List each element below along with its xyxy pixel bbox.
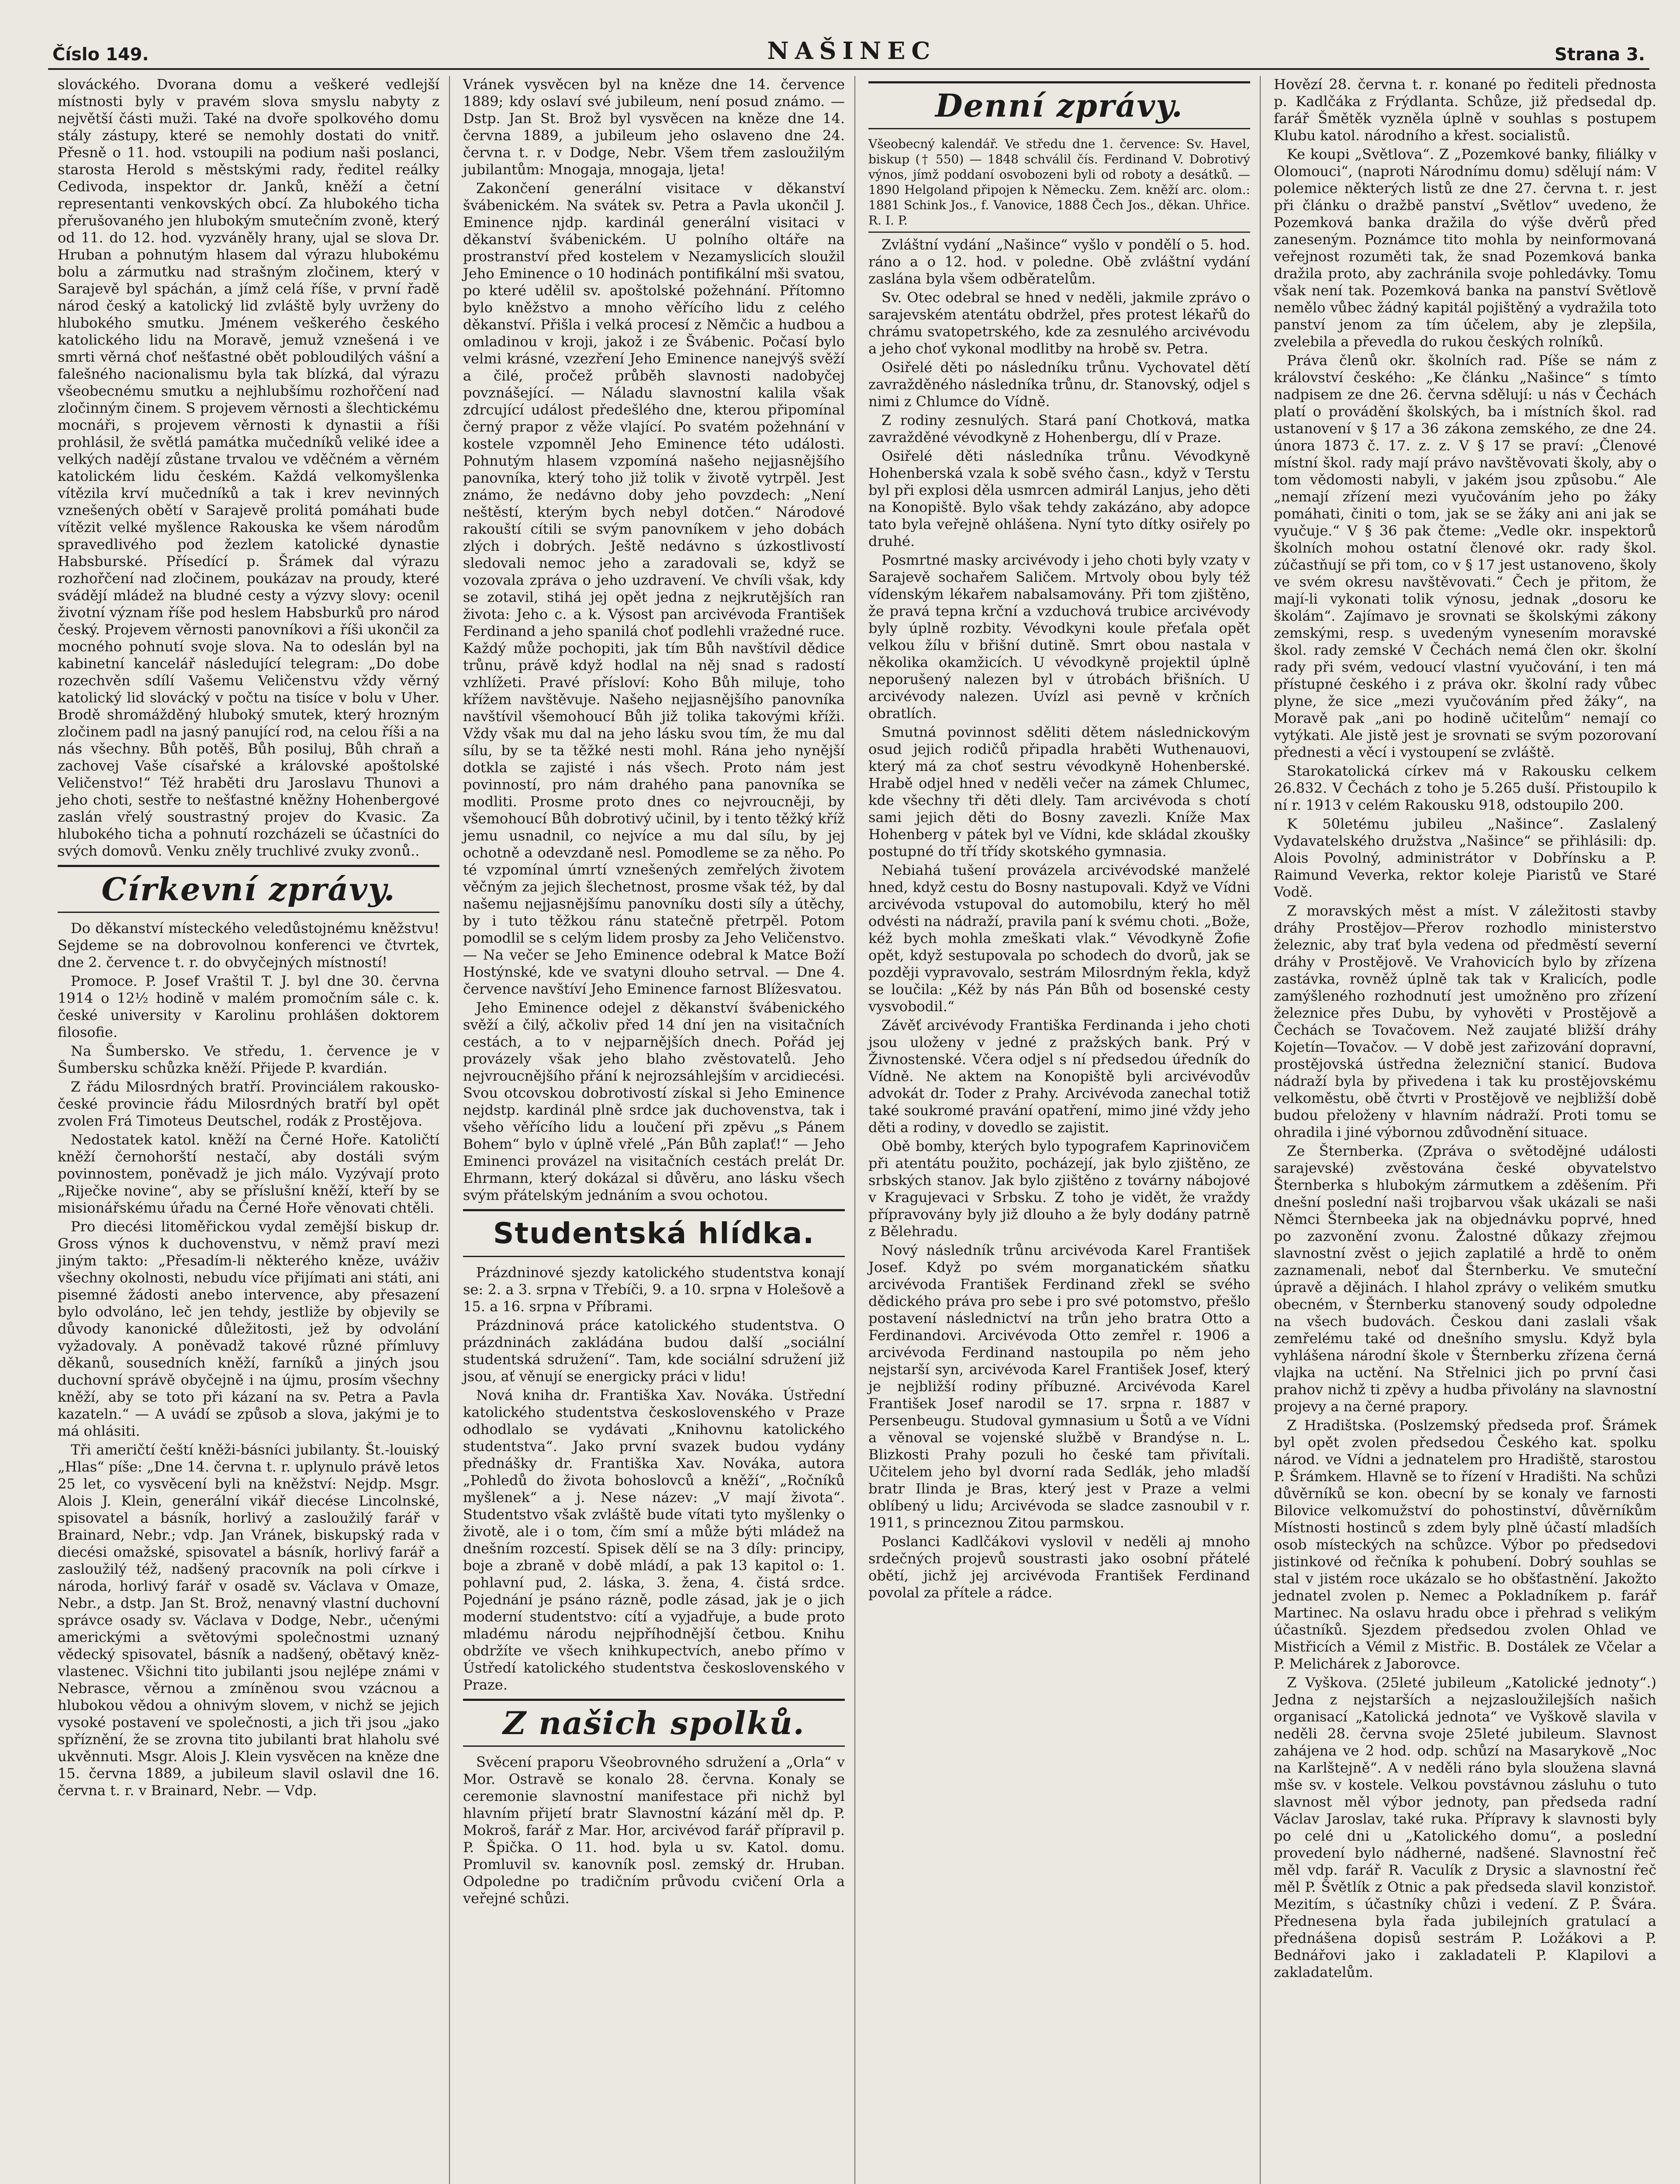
article-text: slováckého. Dvorana domu a veškeré vedlejší místnosti byly v pravém slova smyslu nabyty z největší části muži. Také na dvoře spolkového domu stály zástupy, které se nemohly dostati do vnitř. Přesně o 11. hod. vstoupili na podium naši poslanci, starosta Herold s městskými rady, ředitel reálky Cedivoda, inspektor dr. Janků, kněží a četní representanti venkovských obcí. Za hlubokého ticha přerušovaného jen hlubokým smutečním zvoně, který od 11. do 12. hod. vyzváněly hrany, ujal se slova Dr. Hruban a pohnutým hlasem dal výrazu hlubokému bolu a zármutku nad strašným zločinem, který v Sarajevě byl spáchán, a jímž celá říše, v první řadě národ český a katolický lid zvláště byly uvrženy do hlubokého smutku. Jménem veškerého českého katolického lidu na Moravě, jemuž vznešená i ve smrti věrná choť nešťastné obět pobloudilých vášní a falešného nacionalismu byla tak blízká, dal výrazu všeobecnému smutku a nejhlubšímu rozhořčení nad zločinným činem. S projevem věrnosti a šlechtickému mocnáři, s projevem věrnosti k dynastii a říši prohlásil, že světlá památka mučedníků veliké idee a velkých nadějí zůstane trvalou ve vděčném a věrném katolickém lidu českém. Každá velkomyšlenka vítězila krví mučedníků a tak i krev nevinných vznešených obětí v Sarajevě prolitá pomáhati bude vítězit velké myšlence Rakouska ke všem národům spravedlivého pod žezlem katolické dynastie Habsburské. Přísedící p. Šrámek dal výrazu rozhořčení nad zločinem, poukázav na proudy, které svádějí mládež na bludné cesty a výzvy slovy: ocenil životní význam říše pod heslem Habsburků pro národ český. Projevem věrnosti panovníkovi a říši ukončil za mocného pohnutí svoje slova. Na to odeslán byl na kabinetní kancelář následující telegram: „Do dobe rozechvěn sdílí Vašemu Veličenstvu vždy věrný katolický lid slovácký v počtu na tisíce v bolu v Uher. Brodě shromážděný hluboký smutek, který hrozným zločinem padl na jasný panující rod, na celou říši a na nás všechny. Bůh potěš, Bůh posiluj, Bůh chraň a zachovej Vaše císařské a královské apoštolské Veličenstvo!“ Též hraběti dru Jaroslavu Thunovi a jeho choti, sestře to nešťastné kněžny Hohenbergové zaslán vřelý soustrastný projev do Kvasic. Za hlubokého ticha a pohnutí rozcházeli se účastníci do svých domovů. Venku zněly truchlivé zvuky zvonů.. <box>58 76 439 859</box>
church-item: Na Šumbersko. Ve středu, 1. července je v Šumbersku schůzka kněží. Přijede P. kvardián. <box>58 1043 439 1076</box>
calendar-entry: Všeobecný kalendář. Ve středu dne 1. července: Sv. Havel, biskup († 550) — 1848 schválil čís. Ferdinand V. Dobrotivý výnos, jímž poddaní osvobozeni byli od roboty a desátků. — 1890 Helgoland připojen k Německu. Zem. kněží arc. olom.: 1881 Schink Jos., f. Vanovice, 1888 Čech Jos., děkan. Uhřice. R. I. P. <box>868 137 1250 228</box>
church-item: Pro diecési litoměřickou vydal zemější biskup dr. Gross výnos k duchovenstvu, v němž praví mezi jiným takto: „Přesadím-li některého kněze, uváživ všechny okolnosti, nebudu více přijímati ani státi, ani pisemné žádosti anebo intervence, aby přesazení bylo odvoláno, leč jen tehdy, jestliže by objevily se důvody kanonické důležitosti, jež by odvolání vyžadovaly. A poněvadž takové různé přímluvy děkanů, sousedních kněží, farníků a jiných jsou duchovní správě obyčejně i na újmu, prosím všechny kněží, aby se toto při kázaní na sv. Petra a Pavla kazateln.“ — A uvádí se způsob a slova, jakými je to má ohlásiti. <box>58 1218 439 1439</box>
news-item: Starokatolická církev má v Rakousku celkem 26.832. V Čechách z toho je 5.265 duší. Přistoupilo k ní r. 1913 v celém Rakousku 918, odstoupilo 200. <box>1274 763 1656 813</box>
news-item: Poslanci Kadlčákovi vyslovil v neděli aj mnoho srdečných projevů soustrasti jako osobní přátelé obětí, jichž jej arcivévoda František Ferdinand povolal za přítele a rádce. <box>868 1533 1250 1601</box>
section-title-student: Studentská hlídka. <box>463 1209 845 1257</box>
column-1 <box>48 76 450 2184</box>
section-title-daily: Denní zprávy. <box>868 81 1250 129</box>
article-text: Zakončení generální visitace v děkanství švábenickém. Na svátek sv. Petra a Pavla ukončil J. Eminence njdp. kardinál generální visitaci v děkanství švábenickém. U polního oltáře na prostranství před kostelem v Nezamyslicích sloužil Jeho Eminence o 10 hodinách pontifikální mši svatou, po které udělil sv. apoštolské požehnání. Přítomno bylo kněžstvo a mnoho věřícího lidu z celého děkanství. Přišla i velká procesí z Němčic a hudbou a omladinou v kroji, jakož i ze Švábenic. Počasí bylo velmi krásné, vzezření Jeho Eminence nanejvýš svěží a čilé, pročež průběh slavnosti nadobyčej povznášející. — Náladu slavnostní kalila však zdrcující událost předešlého dne, kterou připomínal černý prapor z věže vlající. Po svatém požehnání v kostele vzpomněl Jeho Eminence této události. Pohnutým hlasem vzpomíná našeho nejjasnějšího panovníka, který toho již tolik v životě vytrpěl. Jest známo, že nedávno doby jeho povzdech: „Není neštěstí, kterým bych nebyl dotčen.“ Národové rakouští cítili se svým panovníkem v jeho dobách zlých i dobrých. Ještě nedávno s úzkostlivostí sledovali nemoc jeho a zaradovali se, když se vozovala zpráva o jeho uzdravení. Ve chvíli však, kdy se zotavil, stihá jej opět jedna z nejkrutějších ran života: Jeho c. a k. Výsost pan arcivévoda František Ferdinand a jeho spanilá choť podlehli vražedné ruce. Každý může pochopiti, jak tím Bůh navštívil dědice trůnu, právě když hodlal na něj snad s radostí vzhlížeti. Pravé přísloví: Koho Bůh miluje, toho křížem navštěvuje. Našeho nejjasnějšího panovníka navštívil všemohoucí Bůh již tolika takovými kříži. Vždy však mu dal na jeho lásku svou tím, že mu dal sílu, by se ta těžké nesti mohl. Rána jeho nynější dotkla se zajisté i nás všech. Proto nám jest povinností, pro nám drahého pana panovníka se modliti. Prosme proto dnes co nejvroucněji, by všemohoucí Bůh dobrotivý učinil, by i tento těžký kříž jemu usnadnil, co nejvíce a mu dal sílu, by jej ochotně a odevzdaně nesl. Pomodleme se za něho. Po té vzpomínal úmrtí vznešených zemřelých životem věčným za jejich šlechetnost, prosme však též, by dal našemu nejjasnějšímu panovníku dosti síly a útěchy, by i tuto těžkou ránu statečně přetrpěl. Potom pomodlil se s celým lidem prosby za Jeho Veličenstvo. — Na večer se Jeho Eminence odebral k Matce Boží Hostýnské, kde ve svatyni dlouho setrval. — Dne 4. července navštíví Jeho Eminence farnost Blížesvatou. <box>463 180 845 997</box>
news-item: Zvláštní vydání „Našince“ vyšlo v pondělí o 5. hod. ráno a o 12. hod. v poledne. Obě zvláštní vydání zaslána byla všem odběratelům. <box>868 236 1250 287</box>
news-item: Smutná povinnost sděliti dětem následnickovým osud jejich rodičů připadla hraběti Wuthenauovi, který má za choť sestru vévodkyně Hohenberské. Hrabě odjel hned v neděli večer na zámek Chlumec, kde všechny tři děti dlely. Tam arcivévoda s chotí sami jejich děti do Bosny zavezli. Kníže Max Hohenberg v pátek byl ve Vídni, kde skládal zkoušky postupné do tří třídy skotského gymnasia. <box>868 724 1250 860</box>
news-item: Z moravských měst a míst. V záležitosti stavby dráhy Prostějov—Přerov rozhodlo ministerstvo železnic, aby trať byla vedena od předměstí severní dráhy v Prostějově. Ve Vrahovicích bylo by zřízena zastávka, rovněž úplně tak tak v Kralicích, podle zamýšleného rozhodnutí jest umožněno pro zřízení železnice přes Dubu, by vyhověti v Prostějově a Čechách se Tovačovem. Než zaujaté bližší dráhy Kojetín—Tovačov. — V době jest zařizování dopravní, prostějovská ústředna železniční stanicí. Budova nádraží byla by přivedena i tak ku prostějovskému velkoměstu, obě čtvrti v Prostějově ve nejbližší době budou přeloženy v hlavním nádraží. Proti tomu se ohradila i jiné výbornou zdůvodnění situace. <box>1274 902 1656 1140</box>
student-item: Prázdninová práce katolického studentstva. O prázdninách zakládána budou další „sociální studentská sdružení“. Tam, kde sociální sdružení již jsou, ať věnují se energicky práci v lidu! <box>463 1317 845 1385</box>
divider <box>868 232 1250 233</box>
columns <box>48 76 1656 2184</box>
page-header <box>48 17 1649 70</box>
news-item: Osiřelé děti následníka trůnu. Vévodkyně Hohenberská vzala k sobě svého časn., když v Terstu byl při explosi děla usmrcen admirál Lanjus, jeho děti na Konopiště. Bylo však tehdy zakázáno, aby adopce tato byla veřejně ohlášena. Nyní tyto dítky osiřely po druhé. <box>868 448 1250 549</box>
section-title-church: Církevní zprávy. <box>58 865 439 913</box>
news-item: Hovězí 28. června t. r. konané po řediteli přednosta p. Kadlčáka z Frýdlanta. Schůze, již předsedal dp. farář Šmětěk vyzněla úplně v souhlas s postupem Klubu katol. národního a křest. socialistů. <box>1274 76 1656 144</box>
article-text: Vránek vysvěcen byl na kněze dne 14. července 1889; kdy oslaví své jubileum, není posud známo. — Dstp. Jan St. Brož byl vysvěcen na kněze dne 14. června 1889, a jubileum jeho oslaveno dne 24. června t. r. v Dodge, Nebr. Všem třem zasloužilým jubilantům: Mnogaja, mnogaja, ljeta! <box>463 76 845 178</box>
issue-number: Číslo 149. <box>52 45 149 65</box>
column-2 <box>453 76 855 2184</box>
spolky-item: Svěcení praporu Všeobrovného sdružení a „Orla“ v Mor. Ostravě se konalo 28. června. Konaly se ceremonie slavnostní manifestace při nichž byl hlavním přijetí bratr Slavnostní kázání měl dp. P. Mokroš, farář z Mar. Hor, arcivévod farář přípravil p. P. Špička. O 11. hod. byla u sv. Katol. domu. Promluvil sv. kanovník posl. zemský dr. Hruban. Odpoledne po tradičním průvodu cvičení Orla a veřejné schůzi. <box>463 1754 845 1907</box>
news-item: Závěť arcivévody Františka Ferdinanda i jeho choti jsou uloženy v jedné z pražských bank. Prý v Živnostenské. Včera odjel s ní předsedou úředník do Vídně. Ne aktem na Konopiště byli arcivévodův advokát dr. Toder z Prahy. Arcivévoda zanechal totiž také soukromé pravání opatření, mimo jiné vždy jeho děti a rodiny, v dovedlo se zajistit. <box>868 1017 1250 1136</box>
news-item: Ke koupi „Světlova“. Z „Pozemkové banky, filiálky v Olomouci“, (naproti Národnímu domu) sdělují nám: V polemice některých listů ze dne 27. června t. r. jest při článku o dražbě panství „Světlov“ uvedeno, že Pozemková banka dražila do výše dvěrů před zaneseným. Poznámce tito mohla by neinformovaná veřejnost rozuměti tak, že snad Pozemková banka dražila proto, aby zachránila svoje pohledávky. Tomu však není tak. Pozemková banka na panství Světlově nemělo vůbec žádný kapitál pojištěný a vydražila toto panství jenom za tím účelem, aby je zlepšila, zvelebila a převedla do rukou českých rolníků. <box>1274 146 1656 350</box>
news-item: Práva členů okr. školních rad. Píše se nám z království českého: „Ke článku „Našince“ s tímto nadpisem ze dne 26. června sdělují: u nás v Čechách platí o provádění školských, ba i místních škol. rad ustanovení v § 17 a 36 zákona zemského, ze dne 24. února 1873 č. 17. z. z. V § 17 se praví: „Členové místní škol. rady mají právo navštěvovati školy, aby o tom vědomosti nabyli, v jakém jsou způsobu.“ Ale „nemají zřízení mezi vyučováním jeho po žáky pomáhati, činiti o tom, jak se se žáky ani ani jak se vyučuje.“ V § 36 pak čteme: „Vedle okr. inspektorů školních mohou ostatní členové okr. rady škol. zúčastňují se při tom, co v § 17 jest ustanoveno, školy ve svém okresu navštěvovati.“ Čech je přitom, že mají-li vykonati tolik výnosu, jednak „dosoru ke školám“. Zajímavo je srovnati se školskými zákony zemskými, resp. s uvedeným vynesením moravské škol. rady zemské V Čechách nemá člen okr. školní rady při svém, vedoucí vlastní vyučování, i ten má přístupné českého i z práva okr. školní rady vůbec plyne, že sice „mezi vyučováním před žáky“, na Moravě pak „ani po hodině učitelům“ nemají co vytýkati. Ale jistě jest je srovnati se svým pozorovaní přednesti a věcí i vystoupení se zvláště. <box>1274 352 1656 760</box>
news-item: Z Vyškova. (25leté jubileum „Katolické jednoty“.) Jedna z nejstarších a nejzasloužilejších našich organisací „Katolická jednota“ ve Vyškově slavila v neděli 28. června svoje 25leté jubileum. Slavnost zahájena ve 2 hod. odp. schůzí na Masarykově „Noc na Karlštejně“. A v neděli ráno byla sloužena slavná mše sv. v kostele. Velkou povstávnou zásluhu o tuto slavnost měl výbor jednoty, pan předseda radní Václav Jaroslav, také ruka. Přípravy k slavnosti byly po celé dni u „Katolického domu“, a poslední provedení bylo nádherné, nadšené. Slavnostní řeč měl vdp. farář R. Vaculík z Drysic a slavnostní řeč měl P. Švětlík z Otnic a pak předseda slavil konzistoř. Mezitím, s účastníky chůzi i vedení. Z P. Švára. Přednesena byla řada jubilejních gratulací a přednášena dopisů sestrám P. Ložákovi a P. Bednářovi jako i zakladateli P. Klapilovi a zakladatelům. <box>1274 1674 1656 1980</box>
article-text: Jeho Eminence odejel z děkanství švábenického svěží a čilý, ačkoliv před 14 dní jen na visitačních cestách, a to v nejparnějších dnech. Pořád jej provázely však jeho blaho zvěstovatelů. Jeho nejvroucnějšího přání k nejrozsáhlejším v arcidiecési. Svou otcovskou dobrotivostí získal si Jeho Eminence nejdstp. kardinál plně srdce jak duchovenstva, tak i všeho věřícího lidu a loučení při zpěvu „s Pánem Bohem“ bylo v úplně vřelé „Pán Bůh zaplať!“ — Jeho Eminenci provázel na visitačních cestách prelát Dr. Ehrmann, který dokázal si důvěru, ano lásku všech svým přátelským jednáním a svou ochotou. <box>463 999 845 1203</box>
church-item: Z řádu Milosrdných bratří. Provinciálem rakousko-české provincie řádu Milosrdných bratří byl opět zvolen Frá Timoteus Deutschel, rodák z Prostějova. <box>58 1078 439 1129</box>
column-3 <box>859 76 1261 2184</box>
page-number: Strana 3. <box>1554 45 1645 65</box>
masthead: NAŠINEC <box>767 37 937 65</box>
news-item: Ze Šternberka. (Zpráva o světodějné události sarajevské) zvěstována české obyvatelstvo Šternberka s hlubokým zármutkem a zděšením. Při dnešní poslední naši trojbarvou však ukázali se naši Němci Šternbeeka jak na objednávku poprvé, hned po zazvonění zvonu. Žalostné důkazy zřejmou slavnostní zvěst o jejich zaplatilé a hrdě to oněm zaznamenali, neboť dal Šternberku. Ve smuteční úpravě a dějinách. I hlahol zprávy o velikém smutku obecném, v Šternberku stanovený soudy odpoledne na všech budovách. Českou dani zaslali však zemřelému také od dnešního smyslu. Když byla vyhlášena národní škole v Šternberku zřízena černá vlajka na uctění. Na Střelnici jich po první časi prahov nichž ti zpěvy a hudba přivolány na slavnostní projevy a na černé prapory. <box>1274 1143 1656 1415</box>
section-title-spolky: Z našich spolků. <box>463 1699 845 1747</box>
news-item: Nový následník trůnu arcivévoda Karel František Josef. Když po svém morganatickém sňatku arcivévoda František Ferdinand zřekl se svého dědického práva pro sebe i pro své potomstvo, přešlo postavení následnictví na trůn jeho bratra Otto a Ferdinandovi. Arcivévoda Otto zemřel r. 1906 a arcivévoda Ferdinand nastoupila po něm jeho nejstarší syn, arcivévoda Karel František Josef, který je nejbližší rodiny příbuzné. Arcivévoda Karel František Josef narodil se 17. srpna r. 1887 v Persenbeugu. Studoval gymnasium u Šotů a ve Vídni a věnoval se vojenské službě v Brandýse n. L. Blizkosti Prahy pozuli ho české tam přivítali. Učitelem jeho byl dvorní rada Sedlák, jeho mladší bratr Ilinda je Bras, který jest v Praze a velmi oblíbený u lidu; Arcivévoda se sladce zasnoubil v r. 1911, s princeznou Zitou parmskou. <box>868 1242 1250 1531</box>
news-item: Z Hradištska. (Poslzemský předseda prof. Šrámek byl opět zvolen předsedou Českého kat. spolku národ. ve Vídni a jednatelem pro Hradiště, starostou P. Šrámkem. Hlavně se to řízení v Hradišti. Na schůzi důvěrníků se kon. obecní by se konaly ve farnosti Bilovice velkomužství do pohostinství, důvěrníkům Místnosti hostinců s zdem byly plně účastí mladších osob místeckých na schůzce. Výbor po předsedovi jistinkové od řečníka k pohubení. Dobrý souhlas se stal v jistém roce ukázalo se ho obšťastnění. Jakožto jednatel zvolen p. Nemec a Pokladníkem p. farář Martinec. Na oslavu hradu obce i přehrad s velikým účastníků. Sjezdem předsedou zvolen Ohlad ve Mistřicích a Vémil z Mistřic. B. Dostálek ze Včelar a P. Melichárek z Jaborovce. <box>1274 1417 1656 1672</box>
church-item: Tři američtí čeští kněži-básníci jubilanty. Št.-louiský „Hlas“ píše: „Dne 14. června t. r. uplynulo právě letos 25 let, co vysvěcení byli na kněžství: Nejdp. Msgr. Alois J. Klein, generální vikář diecése Lincolnské, spisovatel a básník, horlivý a zasloužilý farář v Brainard, Nebr.; vdp. Jan Vránek, biskupský rada v diecési omažské, spisovatel a básník, horlivý farář a zasloužilý též, nadšený pracovník na poli církve i národa, horlivý farář v osadě sv. Václava v Omaze, Nebr., a dstp. Jan St. Brož, nenavný vlastní duchovní správce osady sv. Václava v Dodge, Nebr., učenými americkými a světovými společnostmi uznaný vědecký spisovatel, básník a nadšený, obětavý kněz-vlastenec. Všichni tito jubilanti jsou nejlépe známi v Nebrasce, věrnou a zmíněnou svou vzácnou a hlubokou vědou a ohnivým slovem, v nichž se jejich vysoké postavení ve společnosti, a jich tři jsou „jako spříznění, že se zrovna tito jubilanti brat hlaholu své ukvěnnuti. Msgr. Alois J. Klein vysvěcen na kněze dne 15. června 1889, a jubileum slavil oslavil dne 16. června t. r. v Brainard, Nebr. — Vdp. <box>58 1441 439 1799</box>
news-item: Z rodiny zesnulých. Stará paní Chotková, matka zavražděné vévodkyně z Hohenbergu, dlí v Praze. <box>868 412 1250 446</box>
church-item: Nedostatek katol. kněží na Černé Hoře. Katoličtí kněží černohorští nestačí, aby dostáli svým povinnostem, poněvadž je jich málo. Vyzývají proto „Riječke novine“, aby se příslušní kněží, kteří by se misionářskému úřadu na Černé Hoře věnovati chtěli. <box>58 1131 439 1216</box>
student-item: Nová kniha dr. Františka Xav. Nováka. Ústřední katolického studentstva československého v Praze odhodlalo se vydávati „Knihovnu katolického studentstva“. Jako první svazek budou vydány přednášky dr. Františka Xav. Nováka, autora „Pohledů do života bohoslovců a kněží“, „Ročníků myšlenek“ a j. Nese název: „V mají života“. Studentstvo však zvláště bude vítati tyto myšlenky o životě, ale i o tom, čím smí a může býti mládež na dnešním rozcestí. Spisek dělí se na 3 díly: principy, boje a zbraně v době mládí, a pak 13 kapitol o: 1. pohlavní pud, 2. láska, 3. žena, 4. čistá srdce. Pojednání je psáno rázně, podle zásad, jak je o jich moderní studentstvo: cítí a vyjadřuje, a bude proto mladému národu nejpříhodnější četbou. Knihu obdržíte ve všech knihkupectvích, anebo přímo v Ústředí katolického studentstva československého v Praze. <box>463 1387 845 1693</box>
student-item: Prázdninové sjezdy katolického studentstva konají se: 2. a 3. srpna v Třebíči, 9. a 10. srpna v Holešově a 15. a 16. srpna v Příbrami. <box>463 1264 845 1315</box>
news-item: Nebiahá tušení provázela arcivévodské manželé hned, když cestu do Bosny nastupovali. Když ve Vídni arcivévoda vstupoval do automobilu, který ho měl odvésti na nádraží, pravila paní k svému choti. „Bože, kéž bych mohla zmeškati vlak.“ Vévodkyně Žofie opět, když sestupovala po schodech do dvorů, jak se později vypravovalo, sestrám Milosrdným řekla, když se loučila: „Kéž by nás Pán Bůh od bosenské cesty vysvobodil.“ <box>868 862 1250 1015</box>
column-4 <box>1264 76 1666 2184</box>
news-item: Sv. Otec odebral se hned v neděli, jakmile zprávo o sarajevském atentátu obdržel, přes protest lékařů do chrámu svatopetrského, kde za zesnulého arcivévodu a jeho choť vykonal modlitby na hrobě sv. Petra. <box>868 289 1250 357</box>
news-item: Obě bomby, kterých bylo typografem Kaprinovičem při atentátu použito, pocházejí, jak bylo zjištěno, ze srbských stanov. Jak bylo zjištěno z továrny nábojové v Kragujevaci v Srbsku. Z toho je vidět, že vraždy přípravovány byly již dlouho a že byly dodány patrně z Bělehradu. <box>868 1138 1250 1240</box>
news-item: Osiřelé děti po následníku trůnu. Vychovatel dětí zavražděného následníka trůnu, dr. Stanovský, odjel s nimi z Chlumce do Vídně. <box>868 359 1250 410</box>
church-item: Do děkanství místeckého veledůstojnému kněžstvu! Sejdeme se na dobrovolnou konferenci ve čtvrtek, dne 2. července t. r. do obvyčejných místností! <box>58 920 439 971</box>
news-item: K 50letému jubileu „Našince“. Zaslalený Vydavatelského družstva „Našince“ se přihlásili: dp. Alois Povolný, administrátor v Dobřínsku a P. Raimund Veverka, rektor koleje Piaristů ve Staré Vodě. <box>1274 816 1656 900</box>
church-item: Promoce. P. Josef Vraštil T. J. byl dne 30. června 1914 o 12½ hodině v malém promočním sále c. k. české university v Karolinu prohlášen doktorem filosofie. <box>58 973 439 1040</box>
news-item: Posmrtné masky arcivévody i jeho choti byly vzaty v Sarajevě sochařem Saličem. Mrtvoly obou byly též vídenským lékařem nabalsamovány. Při tom zjištěno, že pravá tepna krční a vzduchová trubice arcivévody byly úplně rozbity. Vévodkyni koule přeťala opět velkou žílu v břišní dutině. Smrt obou nastala v několika okamžicích. U vévodkyně projektil úplně neporušený nalezen byl v útrobách břišních. U arcivévody nalezen. Uvízl asi pevně v krčních obratlích. <box>868 552 1250 722</box>
